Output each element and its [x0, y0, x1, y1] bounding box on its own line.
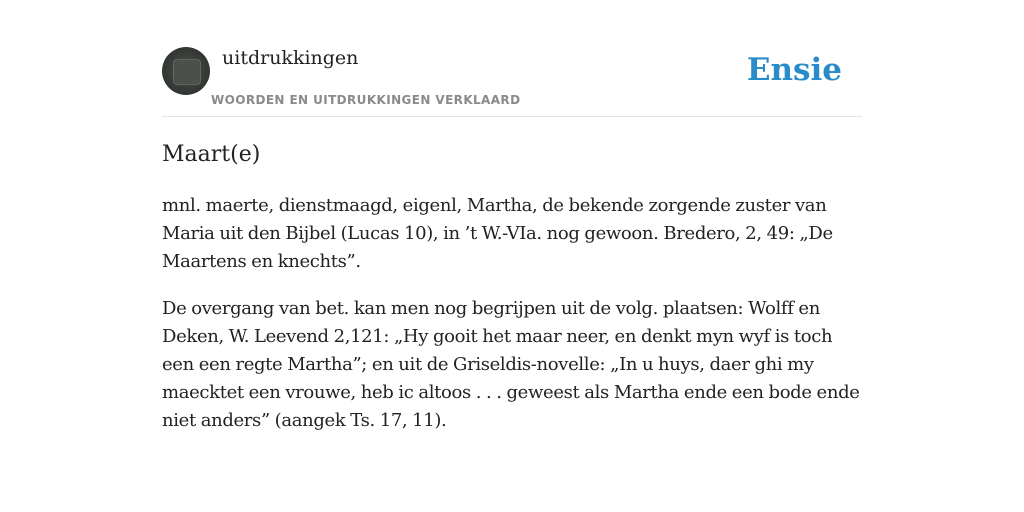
article-paragraph: mnl. maerte, dienstmaagd, eigenl, Martha, de bekende zorgende zuster van Maria uit den Bijbel (Lucas 10), in ’t W.-VIa. nog gewoon. Bredero, 2, 49: „De Maartens en knechts”.	[162, 195, 833, 272]
site-header	[162, 46, 862, 117]
ensie-logo-link[interactable]: Ensie	[746, 52, 842, 88]
avatar-image	[173, 59, 201, 85]
page-title: Maart(e)	[162, 142, 261, 167]
site-avatar[interactable]	[162, 47, 210, 95]
article-body	[162, 192, 862, 454]
site-name-link[interactable]: uitdrukkingen	[222, 47, 359, 69]
site-tagline: WOORDEN EN UITDRUKKINGEN VERKLAARD	[211, 93, 521, 107]
article-paragraph: De overgang van bet. kan men nog begrijpen uit de volg. plaatsen: Wolff en Deken, W. Leevend 2,121: „Hy gooit het maar neer, en denkt myn wyf is toch een een regte Martha”; en uit de Griseldis-novelle: „In u huys, daer ghi my maecktet een vrouwe, heb ic altoos . . . geweest als Martha ende een bode ende niet anders” (aangek Ts. 17, 11).	[162, 298, 860, 431]
